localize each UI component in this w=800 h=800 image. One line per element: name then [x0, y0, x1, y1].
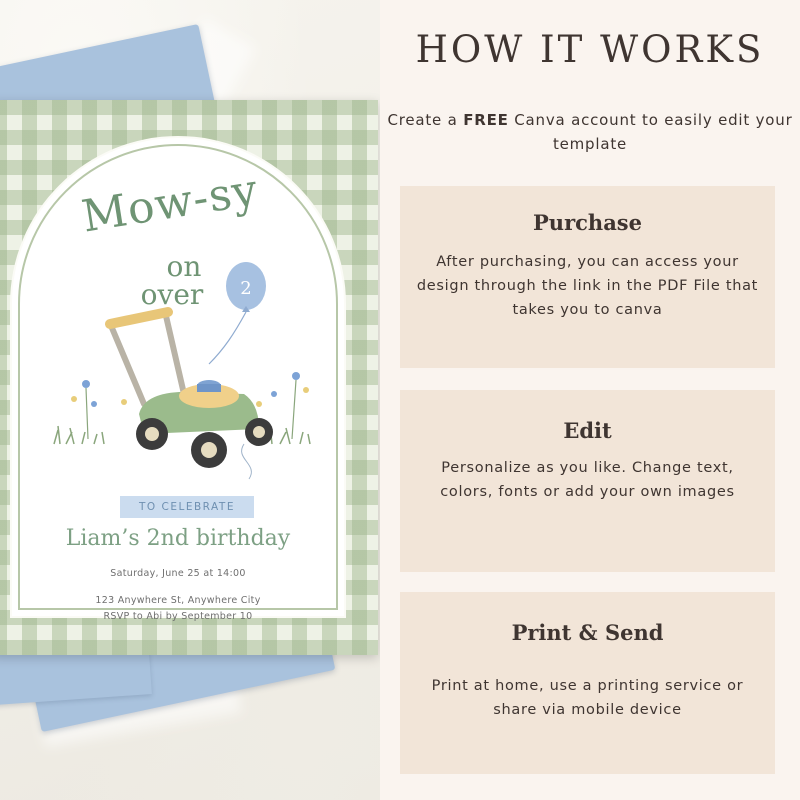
party-date: Saturday, June 25 at 14:00: [110, 568, 246, 579]
how-it-works-panel: [380, 0, 800, 800]
page-title: HOW IT WORKS: [415, 28, 765, 71]
step-text: Personalize as you like. Change text, colors, fonts or add your own images: [440, 460, 735, 500]
card-arch-panel: [12, 138, 344, 622]
intro-text-start: Create a: [387, 111, 464, 129]
intro-text: [380, 108, 800, 156]
intro-text-free: FREE: [463, 111, 509, 129]
invite-title-over: over: [140, 278, 204, 311]
step-title: Purchase: [533, 210, 642, 235]
intro-text-end: Canva account to easily edit your template: [508, 111, 793, 153]
product-photo: [0, 0, 380, 800]
step-title: Print & Send: [511, 620, 664, 645]
invite-title-on: on: [166, 250, 202, 283]
party-address: 123 Anywhere St, Anywhere City: [95, 595, 261, 606]
lawn-mower-illustration: [34, 254, 324, 484]
step-print-send: [400, 592, 775, 774]
celebrate-ribbon: TO CELEBRATE: [120, 496, 254, 518]
step-purchase: [400, 186, 775, 368]
invite-title-mowsy: Mow-sy: [78, 164, 262, 243]
step-text: Print at home, use a printing service or share via mobile device: [431, 678, 744, 718]
invitation-card: [0, 100, 378, 655]
step-edit: [400, 390, 775, 572]
step-text: After purchasing, you can access your design through the link in the PDF File that takes you to canva: [416, 254, 759, 318]
mower-icon: [110, 312, 273, 468]
balloon-number: 2: [240, 278, 252, 299]
step-title: Edit: [563, 418, 612, 443]
birthday-name: Liam’s 2nd birthday: [65, 526, 291, 551]
party-rsvp: RSVP to Abi by September 10: [103, 611, 253, 622]
